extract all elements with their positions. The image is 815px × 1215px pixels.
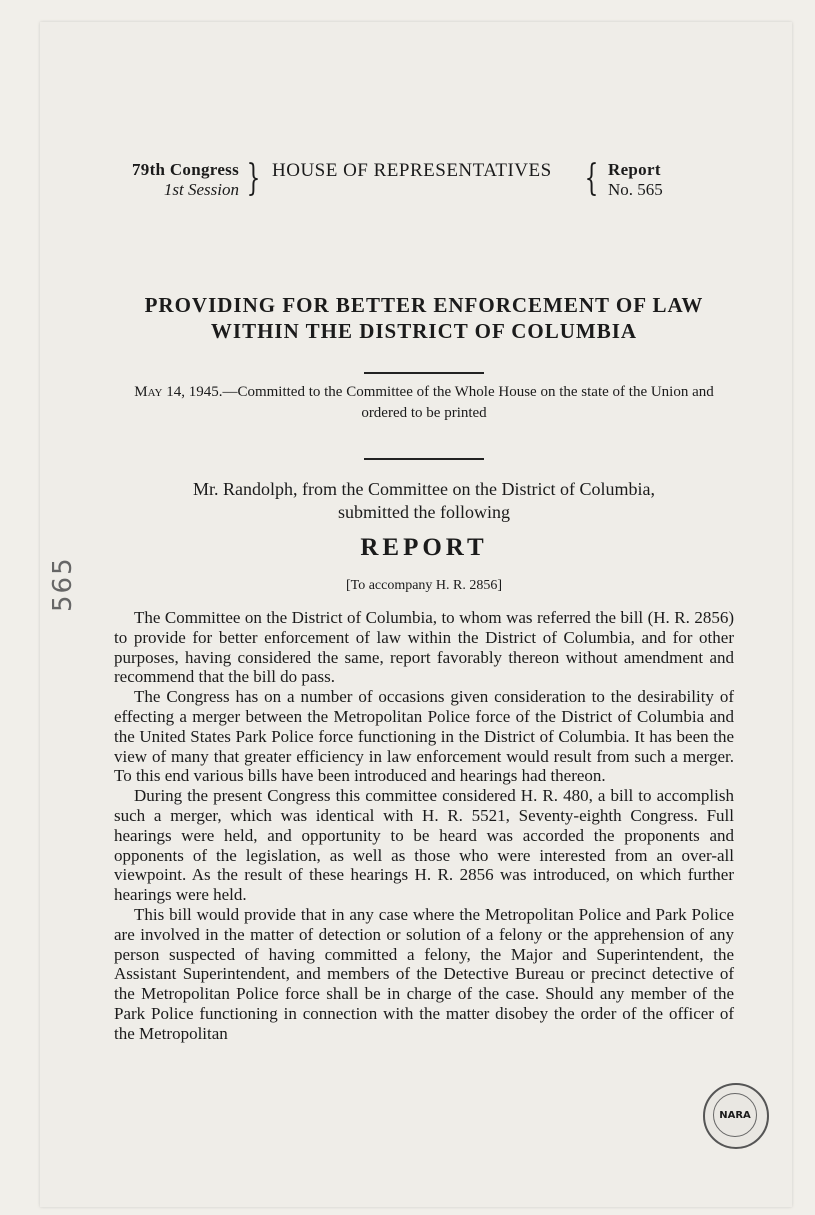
submitted-by [114, 478, 734, 524]
body-paragraph: During the present Congress this committee considered H. R. 480, a bill to accomplish such a merger, which was identical with H. R. 5521, Seventy-eighth Congress. Full hearings were held, and opportunity to be heard was accorded the proponents and opponents of the legislation, as well as those who were interested from an over-all viewpoint. As the result of these hearings H. R. 2856 was introduced, on which further hearings were held. [114, 786, 734, 905]
accompany-note: [To accompany H. R. 2856] [345, 578, 503, 593]
report-heading: REPORT [360, 534, 488, 561]
document-page [40, 22, 792, 1207]
report-body [114, 608, 734, 1044]
congress-label: 79th Congress [131, 160, 239, 179]
body-paragraph: This bill would provide that in any case where the Metropolitan Police and Park Police are involved in the matter of detection or solution of a felony or the apprehension of any person suspected of having committed a felony, the Major and Superintendent, the Assistant Superintendent, and members of the Detective Bureau or precinct detective of the Metropolitan Police force shall be in charge of the case. Should any member of the Park Police functioning in connection with the matter disobey the order of the officer of the Metropolitan [114, 904, 734, 1043]
report-number-block [608, 160, 688, 200]
body-paragraph: The Committee on the District of Columbia, to whom was referred the bill (H. R. 2856) to provide for better enforcement of law within the District of Columbia, and for other purposes, having considered the same, report favorably thereon without amendment and recommend that the bill do pass. [114, 608, 734, 687]
right-brace: { [584, 158, 599, 199]
congress-session [114, 160, 239, 200]
submitted-line-2: submitted the following [338, 502, 510, 522]
left-brace: } [246, 158, 261, 199]
document-title [114, 292, 734, 344]
chamber-label: HOUSE OF REPRESENTATIVES [272, 160, 552, 181]
report-label: Report [608, 160, 661, 179]
library-stamp-icon [703, 1083, 769, 1149]
dateline [124, 382, 724, 424]
dateline-text: —Committed to the Committee of the Whole House on the state of the Union and ordered to be printed [222, 384, 714, 421]
stamp-label: NARA [713, 1093, 757, 1137]
body-paragraph: The Congress has on a number of occasions given consideration to the desirability of effecting a merger between the Metropolitan Police force of the District of Columbia and the United States Park Police force functioning in the District of Columbia. It has been the view of many that greater efficiency in law enforcement would result from such a merger. To this end various bills have been introduced and hearings had thereon. [114, 687, 734, 786]
handwritten-margin-note: 565 [48, 556, 78, 612]
report-header [114, 160, 734, 206]
submitted-line-1: Mr. Randolph, from the Committee on the District of Columbia, [193, 479, 655, 499]
divider-rule [364, 458, 484, 460]
title-line-1: PROVIDING FOR BETTER ENFORCEMENT OF LAW [144, 293, 704, 317]
report-number: No. 565 [608, 180, 663, 199]
divider-rule [364, 372, 484, 374]
dateline-date: May 14, 1945. [134, 384, 223, 400]
session-label: 1st Session [163, 180, 239, 199]
title-line-2: WITHIN THE DISTRICT OF COLUMBIA [210, 319, 638, 343]
